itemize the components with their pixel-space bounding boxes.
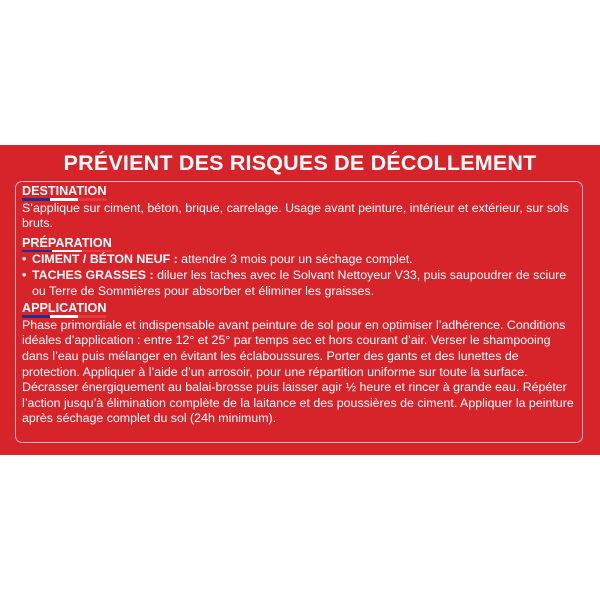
application-heading — [22, 301, 106, 318]
tricolor-underline — [22, 315, 106, 318]
destination-heading — [22, 184, 106, 201]
application-heading-label: APPLICATION — [22, 301, 107, 316]
item-text: attendre 3 mois pour un séchage complet. — [177, 252, 413, 267]
bullet-icon: • — [22, 252, 27, 267]
item-lead: CIMENT / BÉTON NEUF : — [32, 252, 178, 267]
item-lead: TACHES GRASSES : — [32, 267, 154, 282]
preparation-heading — [22, 236, 112, 253]
list-item — [22, 252, 578, 268]
list-item — [22, 268, 578, 299]
preparation-heading-label: PRÉPARATION — [22, 235, 112, 250]
item-text: diluer les taches avec le Solvant Nettoyeur V33, puis saupoudrer de sciure ou Terre de Sommières pour absorber et éliminer les graisses. — [32, 267, 567, 298]
application-text: Phase primordiale et indispensable avant peinture de sol pour en optimiser l’adhérence. Conditions idéales d’application : entre 12° et 25° par temps sec et hors courant d’air. Verser le shampooing dans l’eau puis mélanger en évitant les éclaboussures. Porter des gants et des lunettes de protection. Appliquer à l’aide d’un arrosoir, pour une répartition uniforme sur toute la surface. Décrasser énergiquement au balai-brosse puis laisser agir ½ heure et rincer à grande eau. Répéter l’action jusqu’à élimination complète de la laitance et des poussières de ciment. Appliquer la peinture après séchage complet du sol (24h minimum). — [22, 317, 574, 426]
preparation-list — [22, 252, 578, 299]
product-info-panel — [0, 145, 600, 455]
info-content — [22, 183, 578, 427]
destination-text: S’applique sur ciment, béton, brique, carrelage. Usage avant peinture, intérieur et extérieur, sur sols bruts. — [22, 200, 569, 231]
panel-title: PRÉVIENT DES RISQUES DE DÉCOLLEMENT — [63, 151, 537, 175]
bullet-icon: • — [22, 267, 27, 282]
destination-heading-label: DESTINATION — [22, 184, 107, 198]
tricolor-underline — [22, 198, 106, 201]
